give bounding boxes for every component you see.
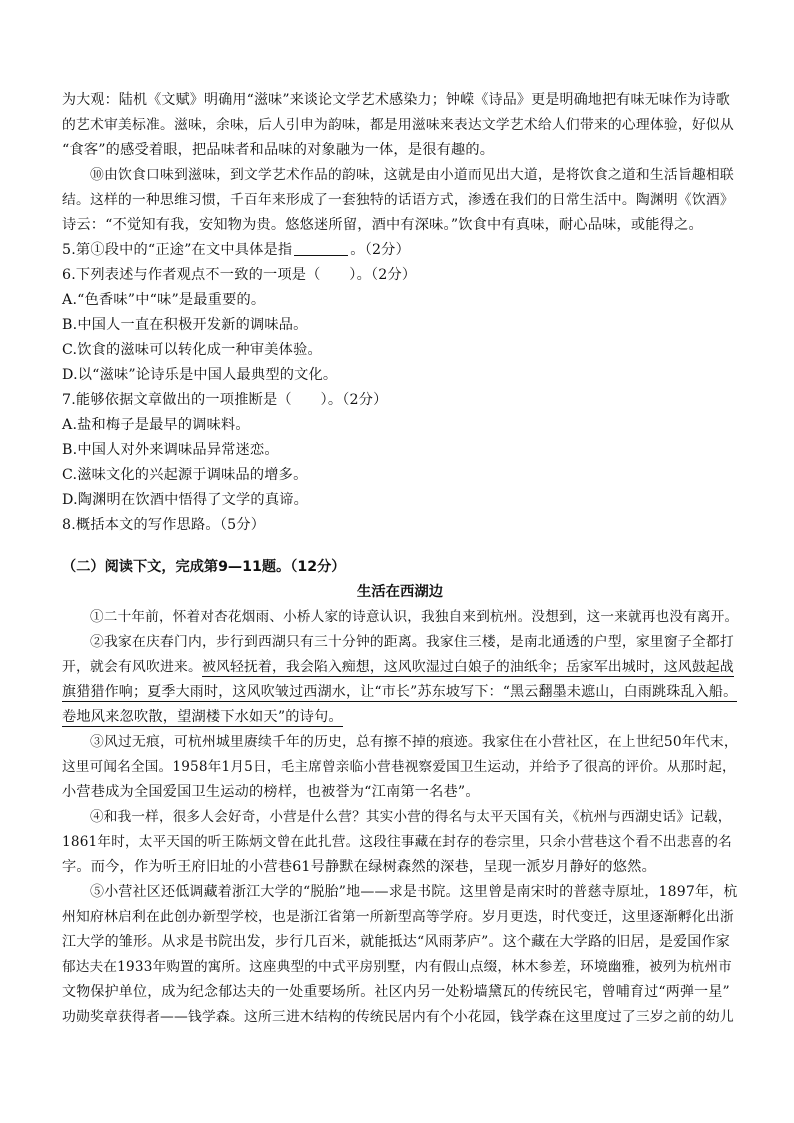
underlined-text: 卷地风来忽吹散，望湖楼下水如天”的诗句。: [62, 709, 343, 725]
underlined-text: 被风轻抚着，我会陷入痴想，这风吹湿过白娘子的油纸伞；岳家军出城时，这风鼓起战: [201, 659, 734, 675]
text-line: 诗云：“不觉知有我，安知物为贵。悠悠迷所留，酒中有深味。”饮食中有真味，耐心品味，或能得之。: [62, 217, 703, 233]
underlined-text: 旗猎猎作响；夏季大雨时，这风吹皱过西湖水，让“市长”苏东坡写下：“黑云翻墨未遮山，白雨跳珠乱入船。: [62, 684, 738, 700]
paragraph-9-continued: [62, 88, 738, 163]
section-heading: （二）阅读下文，完成第9—11题。（12分）: [62, 559, 346, 575]
question-6: 6.下列表述与作者观点不一致的一项是（ ）。（2分）: [62, 267, 417, 283]
text-line: 为大观：陆机《文赋》明确用“滋味”来谈论文学艺术感染力；钟嵘《诗品》更是明确地把有味无味作为诗歌: [62, 92, 730, 108]
option-a: A.盐和梅子是最早的调味料。: [62, 417, 250, 433]
question-5: [62, 238, 738, 263]
plain-text: 开，就会有风吹进来。: [62, 659, 202, 675]
text-line: 文物保护单位，成为纪念郁达夫的一处重要场所。社区内另一处粉墙黛瓦的传统民宅，曾哺育过“两弹一星”: [62, 984, 730, 1000]
option-d: D.以“滋味”论诗乐是中国人最典型的文化。: [62, 367, 338, 383]
paragraph-1: ①二十年前，怀着对杏花烟雨、小桥人家的诗意认识，我独自来到杭州。没想到，这一来就再也没有离开。: [90, 609, 739, 625]
paragraph-3: [62, 730, 738, 805]
question-7: 7.能够依据文章做出的一项推断是（ ）。（2分）: [62, 392, 388, 408]
text-line: 1861年时，太平天国的听王陈炳文曾在此扎营。这段往事藏在封存的卷宗里，只余小营巷这个看不出悲喜的名: [62, 834, 732, 850]
option-c: C.饮食的滋味可以转化成一种审美体验。: [62, 342, 322, 358]
text-line: ④和我一样，很多人会好奇，小营是什么营？其实小营的得名与太平天国有关，《杭州与西湖史话》记载，: [90, 809, 732, 825]
text-line: 功勋奖章获得者——钱学森。这所三进木结构的传统民居内有个小花园，钱学森在这里度过了三岁之前的幼儿: [62, 1009, 734, 1025]
text-line: 郁达夫在1933年购置的寓所。这座典型的中式平房别墅，内有假山点缀，林木参差，环境幽雅，被列为杭州市: [62, 959, 732, 975]
text-line: [62, 655, 738, 680]
paragraph-4: [62, 805, 738, 880]
option-c: C.滋味文化的兴起源于调味品的增多。: [62, 467, 308, 483]
text-line: 州知府林启利在此创办新型学校，也是浙江省第一所新型高等学府。岁月更迭，时代变迁，这里逐渐孵化出浙: [62, 909, 734, 925]
text-line: 的艺术审美标准。滋味，余味，后人引申为韵味，都是用滋味来表达文学艺术给人们带来的心理体验，好似从: [62, 117, 734, 133]
text-line: 字。而今，作为听王府旧址的小营巷61号静默在绿树森然的深巷，呈现一派岁月静好的悠然。: [62, 859, 656, 875]
question-5-score: 。（2分）: [350, 242, 410, 258]
document-page: [62, 88, 738, 1030]
option-a: A.“色香味”中“味”是最重要的。: [62, 292, 266, 308]
text-line: ②我家在庆春门内，步行到西湖只有三十分钟的距离。我家住三楼，是南北通透的户型，家里窗子全都打: [90, 634, 734, 650]
text-line: ⑤小营社区还低调藏着浙江大学的“脱胎”地——求是书院。这里曾是南宋时的普慈寺原址，1897年，杭: [90, 884, 738, 900]
question-5-text: 5.第①段中的“正途”在文中具体是指: [62, 242, 293, 258]
article-title: 生活在西湖边: [356, 584, 444, 600]
option-b: B.中国人一直在积极开发新的调味品。: [62, 317, 308, 333]
paragraph-2: [62, 630, 738, 730]
text-line: [62, 680, 738, 705]
text-line: [62, 705, 738, 730]
text-line: 江大学的雏形。从求是书院出发，步行几百米，就能抵达“风雨茅庐”。这个藏在大学路的旧居，是爱国作家: [62, 934, 730, 950]
paragraph-10: [62, 163, 738, 238]
answer-blank[interactable]: [294, 241, 348, 256]
text-line: 这里可闻名全国。1958年1月5日，毛主席曾亲临小营巷视察爱国卫生运动，并给予了很高的评价。从那时起，: [62, 759, 736, 775]
text-line: 结。这样的一种思维习惯，千百年来形成了一套独特的话语方式，渗透在我们的日常生活中。陶渊明《饮酒》: [62, 192, 734, 208]
text-line: ⑩由饮食口味到滋味，到文学艺术作品的韵味，这就是由小道而见出大道，是将饮食之道和生活旨趣相联: [90, 167, 734, 183]
option-d: D.陶渊明在饮酒中悟得了文学的真谛。: [62, 492, 308, 508]
text-line: 小营巷成为全国爱国卫生运动的榜样，也被誉为“江南第一名巷”。: [62, 784, 480, 800]
option-b: B.中国人对外来调味品异常迷恋。: [62, 442, 279, 458]
text-line: ③风过无痕，可杭州城里赓续千年的历史，总有擦不掉的痕迹。我家住在小营社区，在上世纪50年代末，: [90, 734, 738, 750]
question-8: 8.概括本文的写作思路。（5分）: [62, 517, 266, 533]
paragraph-5: [62, 880, 738, 1030]
text-line: “食客”的感受着眼，把品味者和品味的对象融为一体，是很有趣的。: [62, 142, 495, 158]
